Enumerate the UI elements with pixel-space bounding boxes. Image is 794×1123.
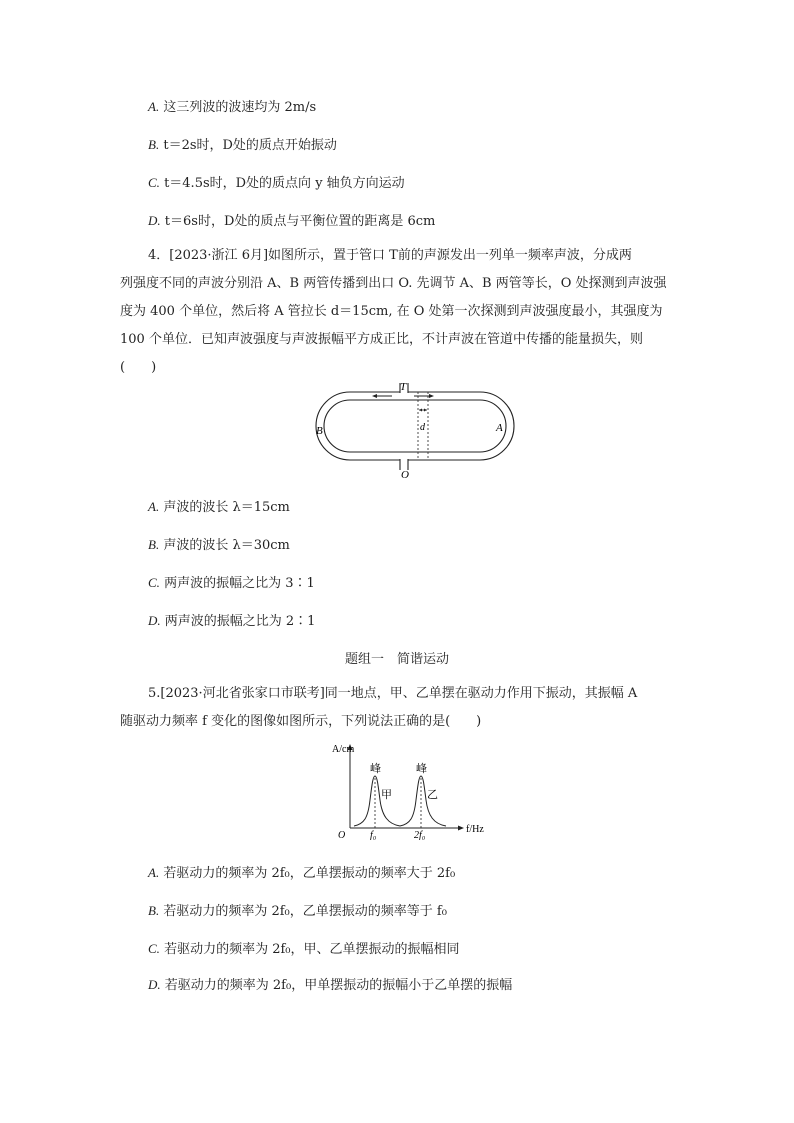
q4-option-a (148, 498, 290, 517)
curve-yi (400, 776, 446, 826)
q5-option-d (148, 976, 512, 995)
q5-option-c (148, 940, 460, 959)
q5-stem-line-2: 随驱动力频率 f 变化的图像如图所示，下列说法正确的是( ) (120, 714, 482, 729)
answer-blank: ( ) (120, 360, 157, 375)
label-t: T (400, 381, 407, 393)
q5-stem-line-1: 5.[2023·河北省张家口市联考]同一地点，甲、乙单摆在驱动力作用下振动，其振幅 A (148, 686, 638, 701)
peak-label-2: 峰 (416, 763, 427, 775)
label-b: B (316, 425, 323, 437)
option-letter: B. (148, 903, 160, 918)
option-letter: B. (148, 137, 160, 152)
y-axis-label: A/cm (332, 744, 355, 755)
peak-label-1: 峰 (370, 763, 381, 775)
q5-stem (120, 680, 676, 736)
q5-option-b (148, 902, 447, 921)
q5-resonance-figure (330, 740, 490, 840)
q4-stem-line-3: 度为 400 个单位，然后将 A 管拉长 d＝15cm, 在 O 处第一次探测到声波强度最小，其强度为 (120, 304, 663, 319)
option-letter: D. (148, 213, 161, 228)
q4-tube-figure (310, 380, 520, 480)
section-title: 题组一 简谐运动 (344, 652, 449, 667)
q4-option-c (148, 574, 315, 593)
curve-label-yi: 乙 (427, 789, 438, 801)
option-letter: D. (148, 977, 161, 992)
q4-option-d (148, 612, 315, 631)
option-letter: A. (148, 99, 160, 114)
option-text: 两声波的振幅之比为 2∶1 (164, 614, 316, 629)
label-o: O (401, 469, 409, 480)
option-letter: C. (148, 575, 160, 590)
origin-label: O (338, 830, 346, 840)
option-letter: A. (148, 499, 160, 514)
option-text: 声波的波长 λ＝15cm (163, 500, 290, 515)
q4-stem-line-4: 100 个单位．已知声波强度与声波振幅平方成正比，不计声波在管道中传播的能量损失，则 (120, 332, 643, 347)
q4-stem-line-1: 4．[2023·浙江 6月]如图所示，置于管口 T前的声源发出一列单一频率声波，分成两 (148, 248, 632, 263)
q3-option-b (148, 136, 337, 155)
tick-f0: f₀ (370, 830, 377, 840)
q4-option-b (148, 536, 290, 555)
option-text: t＝6s时，D处的质点与平衡位置的距离是 6cm (164, 214, 436, 229)
x-axis-label: f/Hz (466, 824, 484, 835)
tick-2f0: 2f₀ (414, 830, 426, 840)
option-text: 这三列波的波速均为 2m/s (163, 100, 317, 115)
q3-option-c (148, 174, 405, 193)
option-text: 若驱动力的频率为 2f₀，甲、乙单摆振动的振幅相同 (164, 942, 460, 957)
option-text: 若驱动力的频率为 2f₀，甲单摆振动的振幅小于乙单摆的振幅 (164, 978, 513, 993)
tube-inner-wall (324, 400, 506, 452)
option-text: t＝4.5s时，D处的质点向 y 轴负方向运动 (164, 176, 405, 191)
option-text: 若驱动力的频率为 2f₀，乙单摆振动的频率大于 2f₀ (163, 866, 456, 881)
option-letter: C. (148, 941, 160, 956)
option-text: 两声波的振幅之比为 3∶1 (164, 576, 315, 591)
option-letter: A. (148, 865, 160, 880)
q3-option-a (148, 98, 316, 117)
curve-jia (354, 776, 400, 826)
label-d: d (420, 422, 425, 433)
q3-option-d (148, 212, 435, 231)
label-a: A (496, 422, 503, 434)
option-letter: B. (148, 537, 160, 552)
q4-stem-line-2: 列强度不同的声波分别沿 A、B 两管传播到出口 O. 先调节 A、B 两管等长，O 处探测到声波强 (120, 276, 667, 291)
curve-label-jia: 甲 (381, 789, 392, 801)
option-text: 若驱动力的频率为 2f₀，乙单摆振动的频率等于 f₀ (163, 904, 447, 919)
option-letter: D. (148, 613, 161, 628)
option-text: 声波的波长 λ＝30cm (163, 538, 290, 553)
q4-stem (120, 242, 676, 382)
option-text: t＝2s时，D处的质点开始振动 (163, 138, 337, 153)
tube-outer-wall (316, 392, 514, 460)
option-letter: C. (148, 175, 160, 190)
q5-option-a (148, 864, 455, 883)
